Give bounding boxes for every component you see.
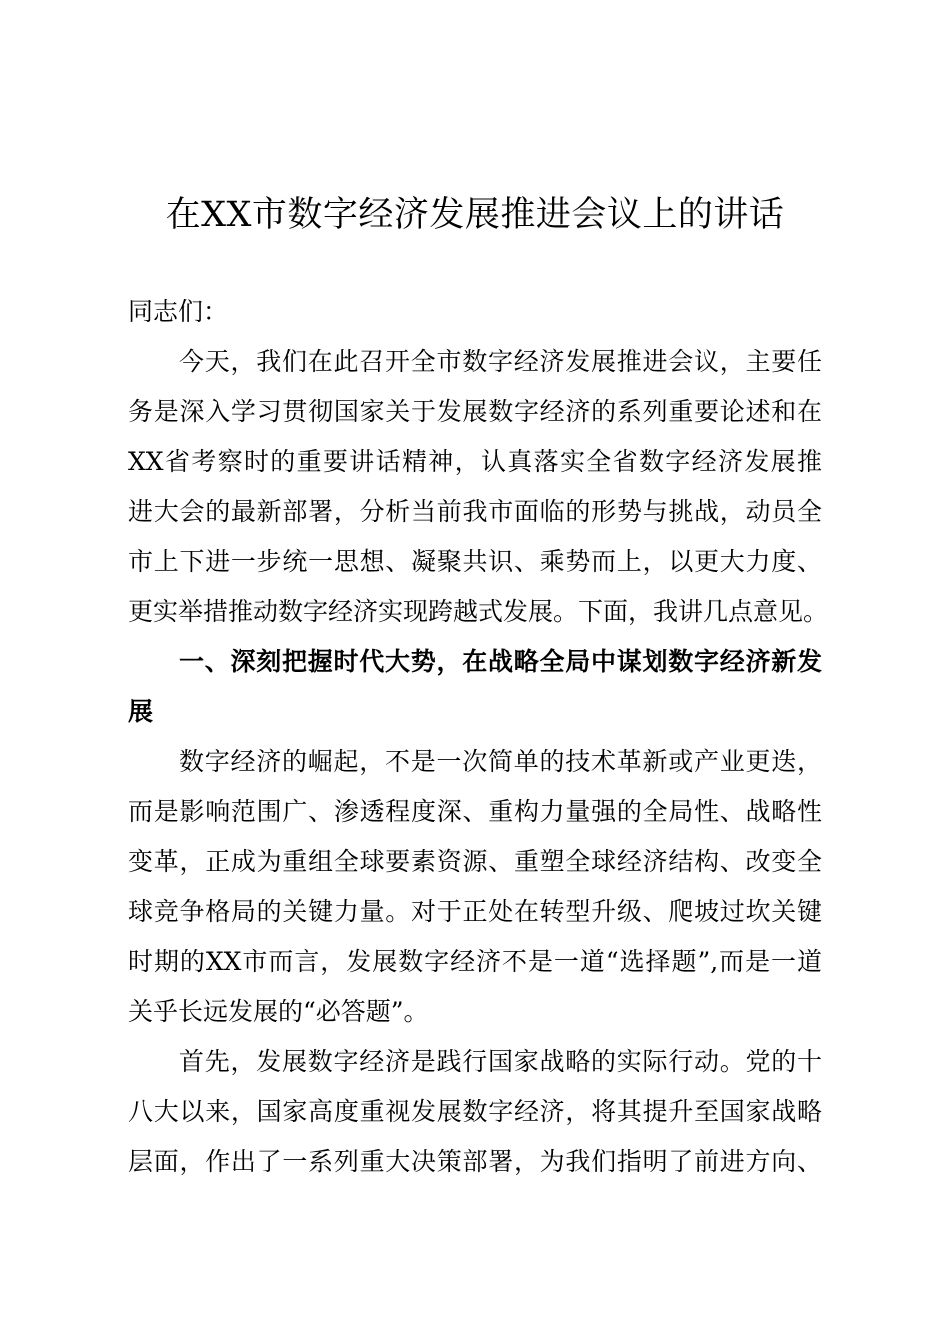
text-line: 一、深刻把握时代大势，在战略全局中谋划数字经济新发	[179, 647, 822, 676]
text-line: 务是深入学习贯彻国家关于发展数字经济的系列重要论述和在	[128, 397, 822, 426]
paragraph	[128, 1037, 822, 1187]
text-line: 关乎长远发展的“必答题”。	[128, 997, 429, 1026]
text-line: 层面，作出了一系列重大决策部署，为我们指明了前进方向、	[128, 1147, 822, 1176]
text-line: 球竞争格局的关键力量。对于正处在转型升级、爬坡过坎关键	[128, 897, 822, 926]
salutation	[128, 287, 822, 337]
text-line: 而是影响范围广、渗透程度深、重构力量强的全局性、战略性	[128, 797, 822, 826]
document-title: 在XX市数字经济发展推进会议上的讲话	[165, 195, 785, 235]
text-line: XX省考察时的重要讲话精神，认真落实全省数字经济发展推	[128, 447, 822, 476]
text-line: 进大会的最新部署，分析当前我市面临的形势与挑战，动员全	[128, 497, 822, 526]
text-line: 八大以来，国家高度重视发展数字经济，将其提升至国家战略	[128, 1097, 822, 1126]
paragraph	[128, 737, 822, 1037]
text-line: 今天，我们在此召开全市数字经济发展推进会议，主要任	[179, 347, 822, 376]
text-line: 展	[128, 697, 154, 726]
text-line: 时期的XX市而言，发展数字经济不是一道“选择题”,而是一道	[128, 947, 822, 976]
paragraph	[128, 337, 829, 637]
text-line: 更实举措推动数字经济实现跨越式发展。下面，我讲几点意见。	[128, 597, 829, 626]
text-line: 变革，正成为重组全球要素资源、重塑全球经济结构、改变全	[128, 847, 822, 876]
text-line: 数字经济的崛起，不是一次简单的技术革新或产业更迭，	[179, 747, 822, 776]
section-heading	[128, 637, 822, 737]
document-body	[128, 287, 829, 1187]
text-line: 市上下进一步统一思想、凝聚共识、乘势而上，以更大力度、	[128, 547, 822, 576]
text-line: 首先，发展数字经济是践行国家战略的实际行动。党的十	[179, 1047, 822, 1076]
text-line: 同志们：	[128, 297, 229, 326]
